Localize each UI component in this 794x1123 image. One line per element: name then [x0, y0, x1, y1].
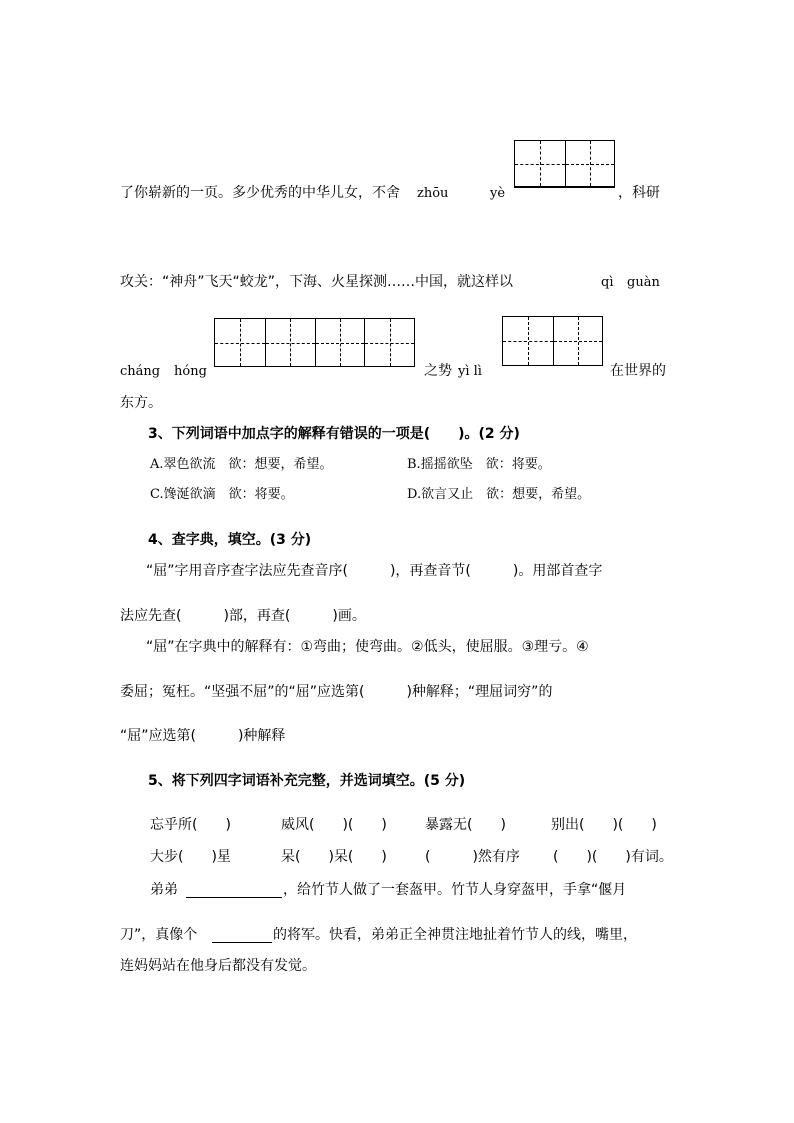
idiom-item: 呆( )呆( ) [281, 849, 387, 865]
q4-line-3: “屈”在字典中的解释有：①弯曲；使弯曲。②低头，使屈服。③理亏。④ [146, 639, 589, 655]
q5-paragraph-line-3: 连妈妈站在他身后都没有发觉。 [120, 958, 316, 974]
pinyin-guan: guàn [627, 275, 660, 290]
answer-grid-yili[interactable] [502, 316, 603, 366]
answer-cell[interactable] [215, 319, 265, 366]
idiom-item: ( )然有序 [425, 849, 520, 865]
passage-line-3-mid: 之势 [424, 363, 452, 379]
answer-cell[interactable] [265, 319, 315, 366]
q5-paragraph-line-1a: 弟弟 [150, 882, 178, 898]
q4-line-1: “屈”字用音序查字法应先查音序( )，再查音节( )。用部首查字 [146, 563, 603, 579]
fill-blank-1[interactable] [186, 897, 282, 898]
idiom-item: ( )( )有词。 [553, 849, 673, 865]
answer-cell[interactable] [364, 319, 414, 366]
q5-title: 5、将下列四字词语补充完整，并选词填空。(5 分) [148, 773, 466, 789]
idiom-item: 威风( )( ) [281, 817, 387, 833]
answer-cell[interactable] [515, 141, 565, 186]
idiom-item: 大步( )星 [150, 849, 231, 865]
answer-cell[interactable] [503, 317, 553, 365]
q5-paragraph-line-1b: ，给竹节人做了一套盔甲。竹节人身穿盔甲，手拿“偃月 [283, 882, 627, 898]
q3-option-a[interactable]: A.翠色欲流 欲：想要，希望。 [150, 457, 333, 472]
answer-grid-zhouye[interactable] [514, 140, 615, 187]
pinyin-ye: yè [490, 186, 506, 201]
fill-blank-2[interactable] [212, 942, 272, 943]
passage-line-3-tail: 在世界的 [610, 363, 666, 379]
passage-line-4: 东方。 [120, 395, 162, 411]
grid-baseline [514, 187, 615, 188]
idiom-item: 暴露无( ) [425, 817, 506, 833]
q3-option-d[interactable]: D.欲言又止 欲：想要，希望。 [407, 487, 591, 502]
q3-title: 3、下列词语中加点字的解释有错误的一项是( )。(2 分) [148, 426, 520, 442]
pinyin-chang: cháng [120, 364, 161, 379]
pinyin-qi: qì [601, 275, 614, 290]
q5-paragraph-line-2a: 刀”，真像个 [120, 927, 198, 943]
q4-line-4: 委屈；冤枉。“坚强不屈”的“屈”应选第( )种解释；“理屈词穷”的 [120, 684, 553, 700]
answer-cell[interactable] [565, 141, 615, 186]
passage-line-2: 攻关：“神舟”飞天“蛟龙”，下海、火星探测……中国，就这样以 [120, 274, 514, 290]
q4-line-5: “屈”应选第( )种解释 [120, 728, 286, 744]
q5-paragraph-line-2b: 的将军。快看，弟弟正全神贯注地扯着竹节人的线，嘴里， [273, 927, 637, 943]
idiom-item: 别出( )( ) [551, 817, 657, 833]
answer-cell[interactable] [553, 317, 603, 365]
q4-line-2: 法应先查( )部，再查( )画。 [120, 608, 366, 624]
q3-option-c[interactable]: C.馋涎欲滴 欲：将要。 [150, 487, 294, 502]
answer-cell[interactable] [315, 319, 365, 366]
idiom-item: 忘乎所( ) [150, 817, 231, 833]
passage-line-1-tail: ，科研 [618, 185, 660, 201]
passage-line-1: 了你崭新的一页。多少优秀的中华儿女，不舍 [120, 185, 400, 201]
pinyin-zhou: zhōu [417, 186, 449, 201]
pinyin-yili: yì lì [458, 364, 482, 379]
pinyin-hong: hóng [174, 364, 207, 379]
q4-title: 4、查字典，填空。(3 分) [148, 532, 312, 548]
answer-grid-qiguan[interactable] [214, 318, 415, 367]
q3-option-b[interactable]: B.摇摇欲坠 欲：将要。 [407, 457, 551, 472]
